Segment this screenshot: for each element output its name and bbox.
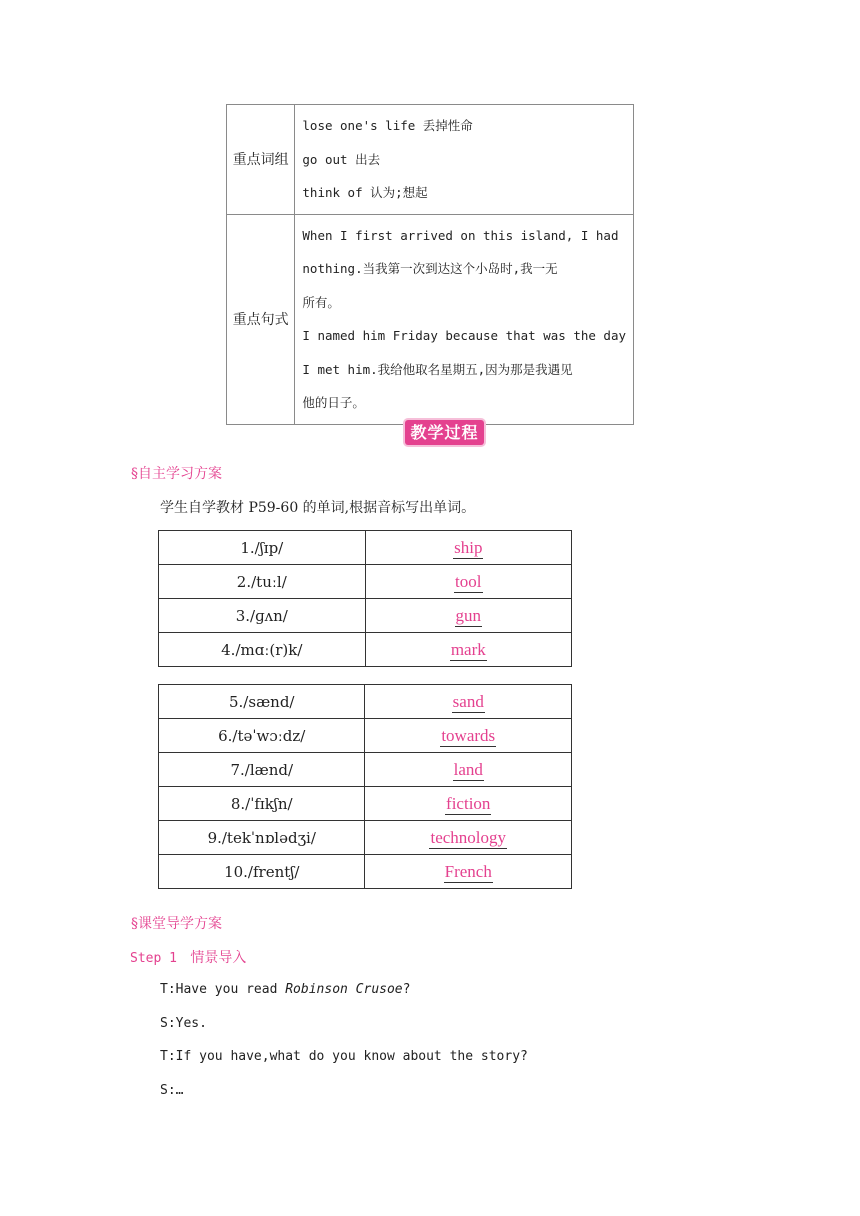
answer-word: technology: [430, 827, 507, 847]
phonetic-cell: 3./ɡʌn/: [159, 599, 366, 633]
sentence-line: I met him.我给他取名星期五,因为那是我遇见: [302, 361, 573, 377]
answer-cell: [365, 719, 572, 753]
dialog-text: ?: [402, 982, 411, 997]
phrase-line: lose one's life 丢掉性命: [302, 118, 473, 133]
answer-word: gun: [455, 605, 482, 625]
answer-cell: [365, 855, 572, 889]
table-row: [159, 821, 572, 855]
table-row: [159, 787, 572, 821]
class-guide-heading: §课堂导学方案: [131, 916, 222, 932]
answer-word: land: [453, 759, 483, 779]
answer-cell: [365, 531, 571, 565]
category-cell: 重点词组: [227, 105, 295, 215]
answer-cell: [365, 685, 572, 719]
answer-cell: [365, 633, 571, 667]
phonetic-cell: 6./təˈwɔːdz/: [159, 719, 365, 753]
table-row: [159, 855, 572, 889]
table-row: [159, 565, 572, 599]
phonetic-cell: 7./lænd/: [159, 753, 365, 787]
table-row: [159, 719, 572, 753]
table-row: [227, 105, 634, 215]
sentence-line: 他的日子。: [302, 395, 365, 410]
dialog-text: S:…: [160, 1083, 184, 1098]
table-row: [159, 633, 572, 667]
phrase-line: think of 认为;想起: [302, 185, 428, 200]
answer-word: fiction: [446, 793, 491, 813]
table-row: [159, 685, 572, 719]
answer-cell: [365, 599, 571, 633]
table-row: [159, 599, 572, 633]
answer-word: ship: [454, 537, 483, 557]
phonetic-cell: 2./tuːl/: [159, 565, 366, 599]
phonetic-cell: 10./frentʃ/: [159, 855, 365, 889]
teaching-process-banner: 教学过程: [405, 420, 484, 445]
content-cell: [295, 214, 634, 424]
dialog-line: [160, 1083, 183, 1098]
key-points-table: [226, 104, 634, 425]
content-cell: [295, 105, 634, 215]
step-heading: [130, 947, 246, 967]
sentence-line: nothing.当我第一次到达这个小岛时,我一无: [302, 261, 558, 276]
sentence-line: 所有。: [302, 294, 340, 310]
dialog-text: S:Yes.: [160, 1016, 207, 1031]
table-row: [227, 214, 634, 424]
phrase-line: go out 出去: [302, 151, 381, 167]
dialog-line: [160, 982, 410, 997]
sentence-line: I named him Friday because that was the day: [302, 328, 626, 343]
category-cell: 重点句式: [227, 214, 295, 424]
answer-word: tool: [455, 571, 482, 591]
phonetic-cell: 5./sænd/: [159, 685, 365, 719]
table-row: [159, 753, 572, 787]
step-label: Step 1: [130, 951, 177, 966]
answer-cell: [365, 821, 572, 855]
answer-word: mark: [450, 639, 486, 659]
dialog-text: T:If you have,what do you know about the story?: [160, 1049, 528, 1064]
vocab-table-2: [158, 684, 572, 889]
dialog-line: [160, 1049, 528, 1064]
self-study-heading: §自主学习方案: [131, 466, 222, 482]
dialog-text: T:Have you read: [160, 982, 286, 997]
phonetic-cell: 8./ˈfɪkʃn/: [159, 787, 365, 821]
answer-word: towards: [441, 725, 496, 745]
answer-cell: [365, 753, 572, 787]
self-study-instruction: 学生自学教材 P59-60 的单词,根据音标写出单词。: [160, 500, 476, 516]
step-title: 情景导入: [190, 950, 247, 966]
table-row: [159, 531, 572, 565]
phonetic-cell: 1./ʃɪp/: [159, 531, 366, 565]
vocab-table-1: [158, 530, 572, 667]
answer-cell: [365, 787, 572, 821]
phonetic-cell: 9./tekˈnɒlədʒi/: [159, 821, 365, 855]
answer-word: sand: [452, 691, 484, 711]
answer-word: French: [444, 861, 492, 881]
answer-cell: [365, 565, 571, 599]
phonetic-cell: 4./mɑː(r)k/: [159, 633, 366, 667]
dialog-line: [160, 1016, 207, 1031]
sentence-line: When I first arrived on this island, I had: [302, 227, 619, 243]
book-title: Robinson Crusoe: [285, 982, 403, 997]
